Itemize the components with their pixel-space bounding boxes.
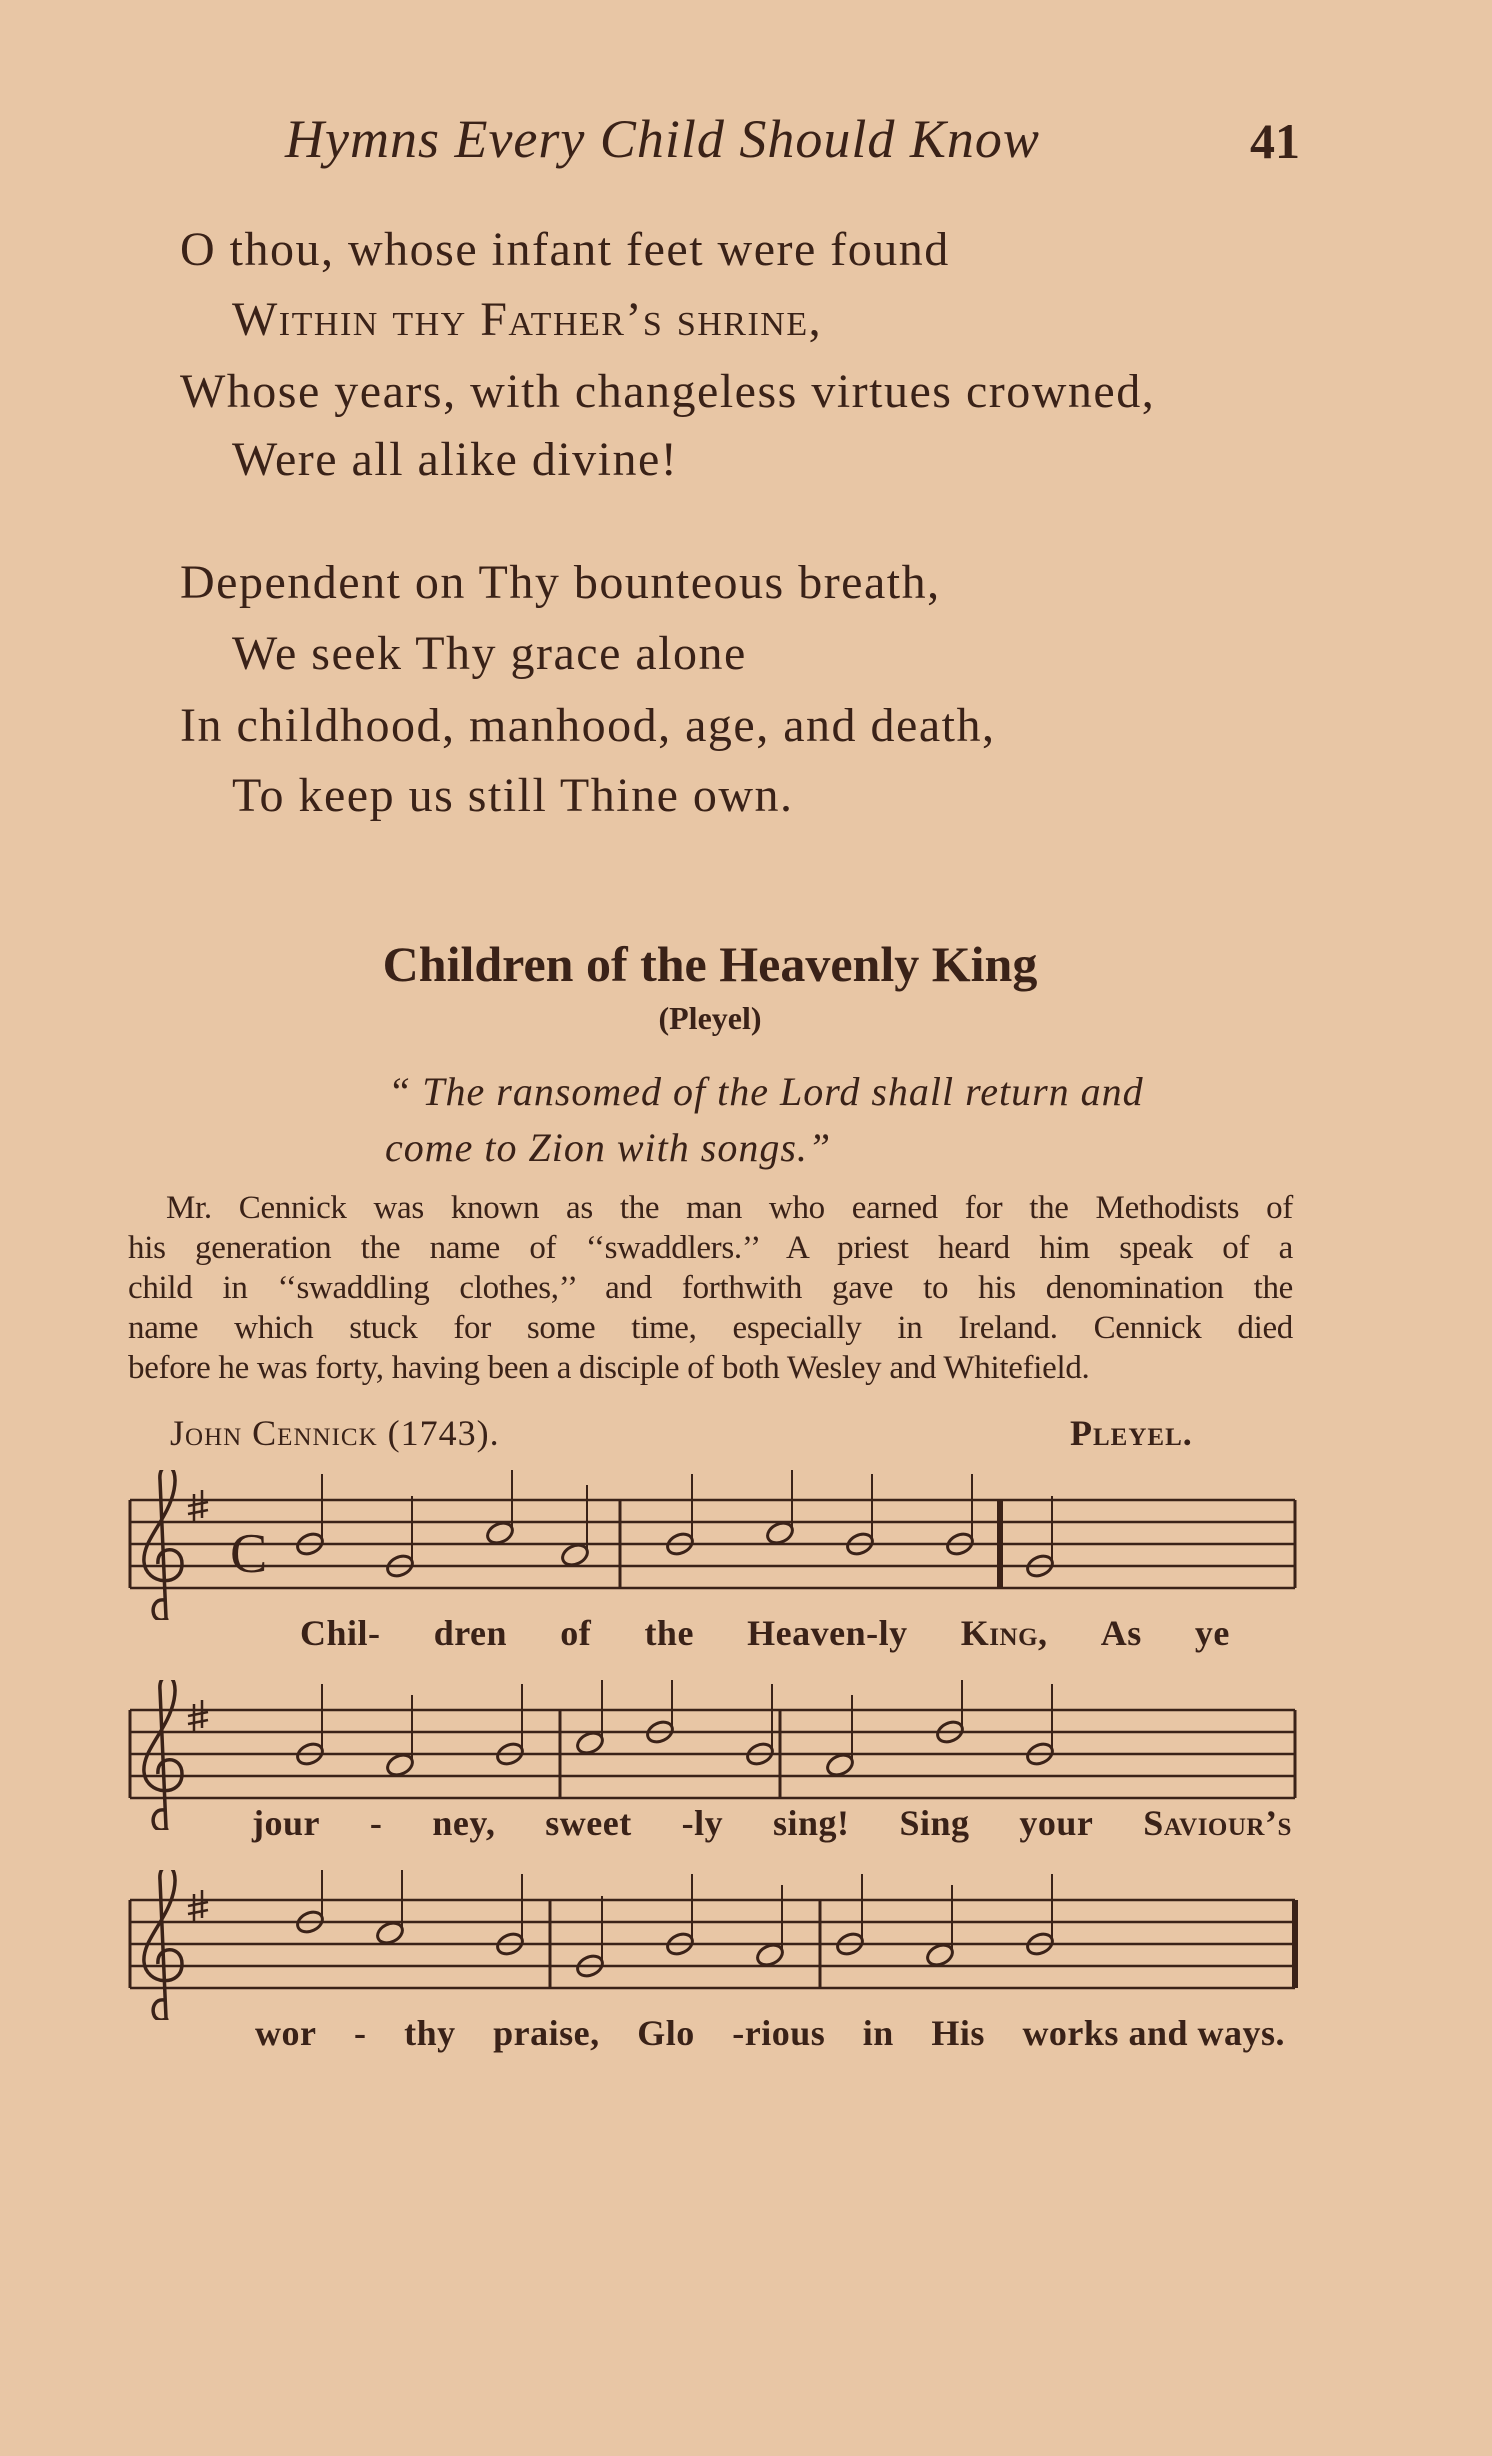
note-head (484, 1519, 515, 1546)
intro-paragraph (128, 1188, 1293, 1388)
lyric-syllable: His (931, 2013, 985, 2053)
music-staff-3 (120, 1870, 1300, 2020)
lyric-syllable: - (354, 2013, 367, 2053)
lyric-syllable: dren (433, 1613, 508, 1653)
note-head (574, 1729, 605, 1756)
verse-line: In childhood, manhood, age, and death, (180, 699, 996, 752)
note-head (764, 1519, 795, 1546)
verse-line: Dependent on Thy bounteous breath, (180, 556, 941, 609)
lyric-syllable: wor (255, 2013, 317, 2053)
lyrics-line-3 (255, 2012, 1285, 2054)
music-staff-1 (120, 1470, 1300, 1620)
lyric-syllable: Chil- (300, 1613, 381, 1653)
lyric-syllable: jour (252, 1803, 320, 1843)
note-head (374, 1919, 405, 1946)
lyric-syllable: sweet (545, 1803, 632, 1843)
lyrics-line-2 (252, 1802, 1292, 1844)
lyric-syllable: -rious (732, 2013, 826, 2053)
verse-line: Whose years, with changeless virtues crowned, (180, 365, 1156, 418)
lyric-syllable: praise, (493, 2013, 600, 2053)
page-number: 41 (1250, 113, 1300, 169)
lyric-syllable: the (644, 1613, 694, 1653)
running-title: Hymns Every Child Should Know (285, 109, 1040, 169)
lyric-syllable: thy (404, 2013, 456, 2053)
paragraph-line: his generation the name of ‘‘swaddlers.’’ A priest heard him speak of a (128, 1230, 1293, 1266)
author-credit: John Cennick (1743). (170, 1413, 500, 1453)
lyric-syllable: - (369, 1803, 383, 1843)
lyrics-line-1 (300, 1612, 1230, 1654)
sharp-sign-icon (188, 1700, 208, 1732)
verse-line: Within thy Father’s shrine, (232, 293, 823, 346)
verse-line: Were all alike divine! (232, 433, 679, 486)
lyric-syllable: -ly (681, 1803, 724, 1843)
lyric-syllable: ney, (432, 1803, 496, 1843)
lyric-syllable: Glo (637, 2013, 695, 2053)
lyric-syllable: King, (960, 1613, 1048, 1653)
sharp-sign-icon (188, 1490, 208, 1522)
note-head (924, 1941, 955, 1968)
verse-line: We seek Thy grace alone (232, 627, 747, 680)
lyric-syllable: of (560, 1613, 592, 1653)
lyric-syllable: your (1019, 1803, 1094, 1843)
paragraph-line: name which stuck for some time, especially in Ireland. Cennick died (128, 1310, 1293, 1346)
lyric-syllable: Sing (899, 1803, 970, 1843)
lyric-syllable: works and ways. (1022, 2013, 1285, 2053)
epigraph-line: come to Zion with songs.” (385, 1125, 832, 1170)
lyric-syllable: in (862, 2013, 894, 2053)
composer-credit: Pleyel. (1070, 1413, 1193, 1453)
epigraph-line: “ The ransomed of the Lord shall return and (388, 1069, 1144, 1114)
common-time-icon: C (230, 1523, 268, 1585)
tune-name: (Pleyel) (658, 1000, 762, 1036)
sharp-sign-icon (188, 1890, 208, 1922)
lyric-syllable: Saviour’s (1143, 1803, 1292, 1843)
lyric-syllable: As (1100, 1613, 1142, 1653)
note-head (384, 1751, 415, 1778)
note-head (754, 1941, 785, 1968)
lyric-syllable: sing! (773, 1803, 850, 1843)
hymn-title: Children of the Heavenly King (382, 936, 1038, 992)
note-head (824, 1751, 855, 1778)
verse-line: To keep us still Thine own. (232, 769, 794, 822)
paragraph-line: Mr. Cennick was known as the man who earned for the Methodists of (166, 1190, 1293, 1226)
verse-line: O thou, whose infant feet were found (180, 223, 950, 276)
note-head (559, 1541, 590, 1568)
paragraph-line: child in ‘‘swaddling clothes,’’ and forthwith gave to his denomination the (128, 1270, 1293, 1306)
paragraph-line: before he was forty, having been a disciple of both Wesley and Whitefield. (128, 1350, 1090, 1386)
lyric-syllable: ye (1194, 1613, 1230, 1653)
lyric-syllable: Heaven-ly (747, 1613, 908, 1653)
